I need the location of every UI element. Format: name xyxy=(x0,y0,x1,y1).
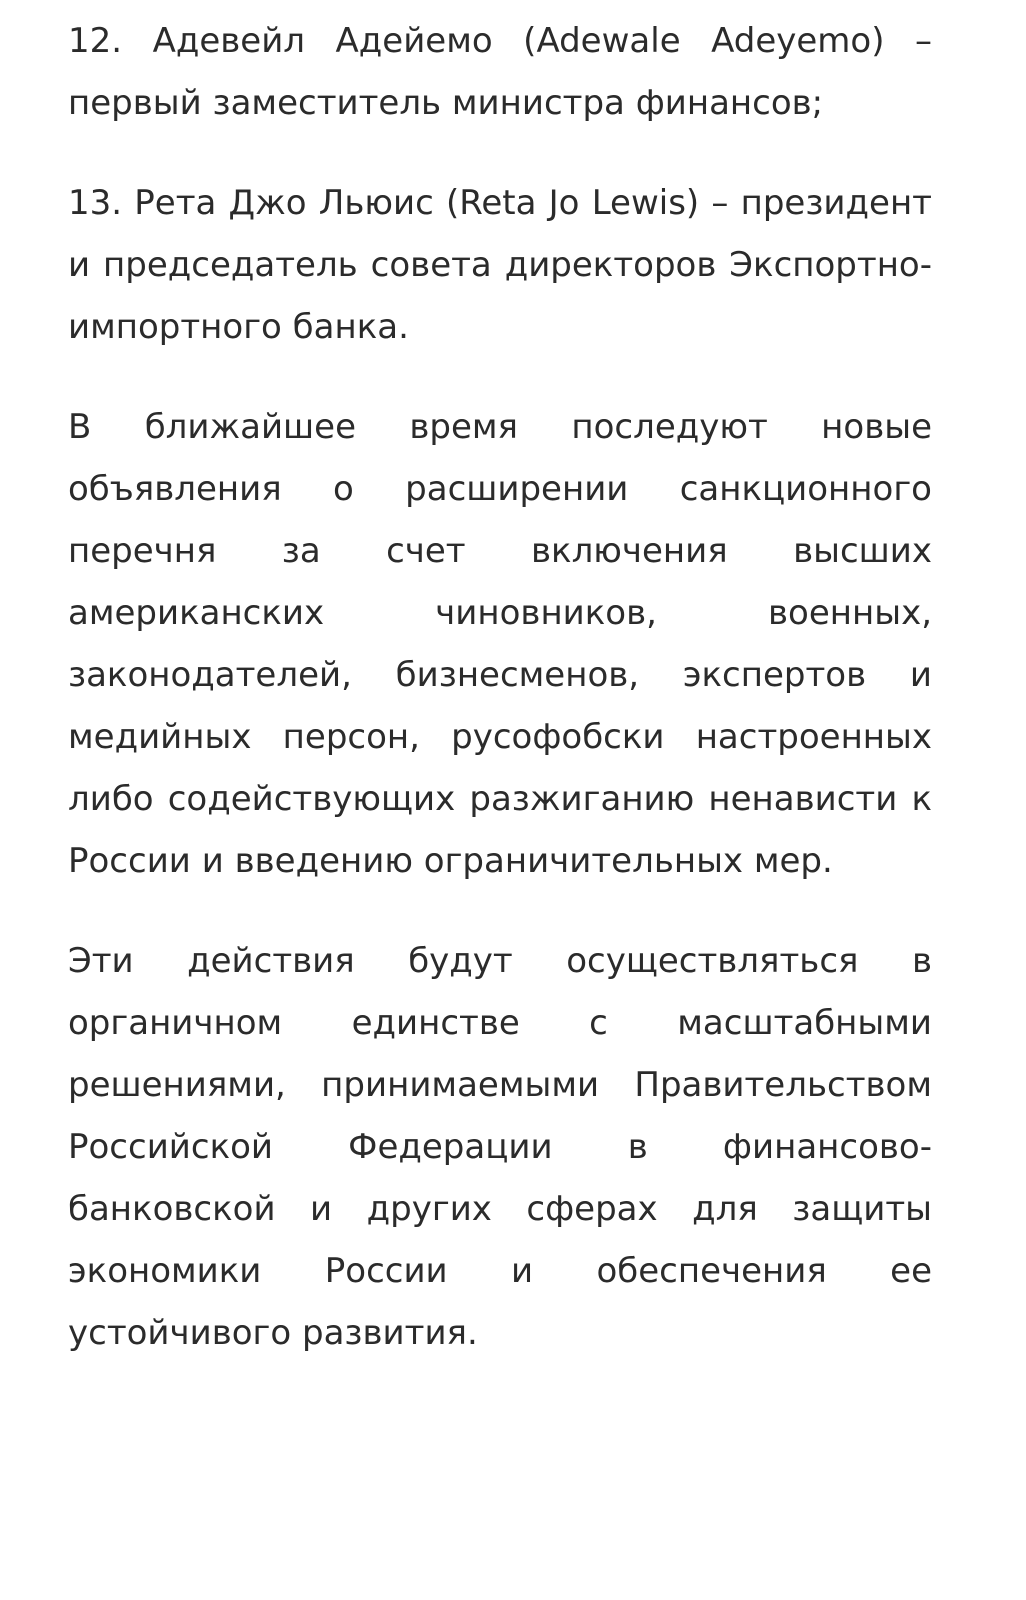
text-line: 12. Адевейл Адейемо (Adewale Adeyemo) – xyxy=(68,21,932,61)
text-line: импортного банка. xyxy=(68,307,409,347)
paragraph-actions xyxy=(68,930,932,1364)
text-line: объявления о расширении санкционного xyxy=(68,469,932,509)
text-line: перечня за счет включения высших xyxy=(68,531,932,571)
text-line: медийных персон, русофобски настроенных xyxy=(68,717,932,757)
text-line: решениями, принимаемыми Правительством xyxy=(68,1065,932,1105)
text-line: банковской и других сферах для защиты xyxy=(68,1189,932,1229)
text-line: первый заместитель министра финансов; xyxy=(68,83,824,123)
paragraph-announcement xyxy=(68,396,932,892)
text-line: Эти действия будут осуществляться в xyxy=(68,941,932,981)
paragraph-item-13 xyxy=(68,172,932,358)
text-line: либо содействующих разжиганию ненависти к xyxy=(68,779,932,819)
text-line: американских чиновников, военных, xyxy=(68,593,932,633)
text-line: 13. Рета Джо Льюис (Reta Jo Lewis) – президент xyxy=(68,183,932,223)
text-line: В ближайшее время последуют новые xyxy=(68,407,932,447)
text-line: и председатель совета директоров Экспортно- xyxy=(68,245,932,285)
text-line: экономики России и обеспечения ее xyxy=(68,1251,932,1291)
paragraph-item-12 xyxy=(68,10,932,134)
text-line: устойчивого развития. xyxy=(68,1313,478,1353)
text-line: законодателей, бизнесменов, экспертов и xyxy=(68,655,932,695)
text-line: России и введению ограничительных мер. xyxy=(68,841,833,881)
text-line: Российской Федерации в финансово- xyxy=(68,1127,932,1167)
text-line: органичном единстве с масштабными xyxy=(68,1003,932,1043)
